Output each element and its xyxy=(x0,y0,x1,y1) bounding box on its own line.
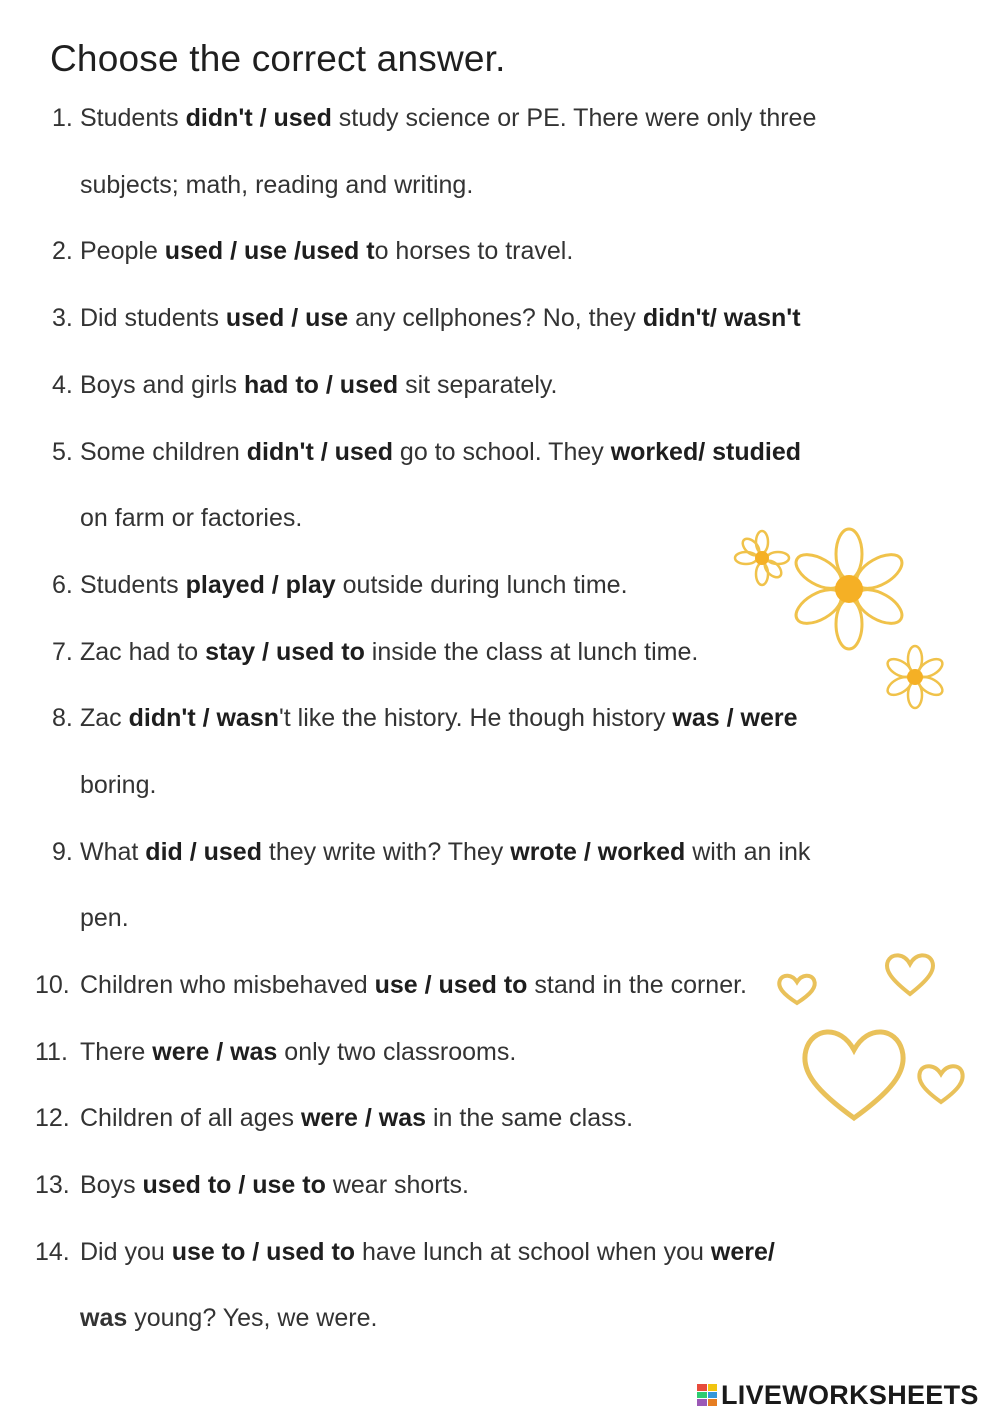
question-text-continued: pen. xyxy=(80,904,129,932)
question-text: What did / used they write with? They wrote / worked with an ink xyxy=(80,838,811,866)
logo-mark-icon xyxy=(697,1384,717,1406)
heart-icon-small xyxy=(774,972,820,1006)
question-number: 9. xyxy=(52,838,73,866)
large-flower-icon xyxy=(786,526,912,652)
question-number: 6. xyxy=(52,571,73,599)
question-number: 11. xyxy=(35,1038,68,1066)
question-text: There were / was only two classrooms. xyxy=(80,1038,517,1066)
question-text: Students played / play outside during lunch time. xyxy=(80,571,628,599)
liveworksheets-logo xyxy=(697,1378,979,1412)
page-title: Choose the correct answer. xyxy=(50,38,506,79)
question-number: 12. xyxy=(35,1104,70,1132)
question-text-continued: subjects; math, reading and writing. xyxy=(80,171,474,199)
question-number: 10. xyxy=(35,971,70,999)
question-number: 2. xyxy=(52,237,73,265)
heart-icon-right xyxy=(914,1060,968,1106)
logo-square xyxy=(697,1399,707,1406)
question-number: 8. xyxy=(52,704,73,732)
question-number: 13. xyxy=(35,1171,70,1199)
small-flower-icon xyxy=(732,528,792,588)
heart-icon-large xyxy=(796,1016,912,1124)
question-text-continued: was young? Yes, we were. xyxy=(80,1304,378,1332)
question-number: 14. xyxy=(35,1238,70,1266)
question-text: Did you use to / used to have lunch at school when you were/ xyxy=(80,1238,775,1266)
heart-icon-top xyxy=(882,950,938,998)
question-number: 4. xyxy=(52,371,73,399)
logo-square xyxy=(708,1384,718,1391)
logo-square xyxy=(697,1384,707,1391)
question-text: Zac didn't / wasn't like the history. He though history was / were xyxy=(80,704,798,732)
question-number: 1. xyxy=(52,104,73,132)
question-text-continued: on farm or factories. xyxy=(80,504,303,532)
question-text: People used / use /used to horses to travel. xyxy=(80,237,574,265)
question-text: Students didn't / used study science or PE. There were only three xyxy=(80,104,817,132)
logo-square xyxy=(708,1399,718,1406)
question-number: 5. xyxy=(52,438,73,466)
logo-square xyxy=(708,1392,718,1399)
question-text-continued: boring. xyxy=(80,771,157,799)
question-text: Boys used to / use to wear shorts. xyxy=(80,1171,469,1199)
small-flower-icon-2 xyxy=(882,644,948,710)
question-text: Children who misbehaved use / used to stand in the corner. xyxy=(80,971,748,999)
question-number: 7. xyxy=(52,638,73,666)
question-number: 3. xyxy=(52,304,73,332)
logo-text: LIVEWORKSHEETS xyxy=(721,1379,979,1410)
question-text: Did students used / use any cellphones? No, they didn't/ wasn't xyxy=(80,304,801,332)
question-text: Zac had to stay / used to inside the class at lunch time. xyxy=(80,638,699,666)
logo-square xyxy=(697,1392,707,1399)
question-text: Boys and girls had to / used sit separately. xyxy=(80,371,558,399)
question-text: Children of all ages were / was in the same class. xyxy=(80,1104,634,1132)
question-text: Some children didn't / used go to school. They worked/ studied xyxy=(80,438,802,466)
